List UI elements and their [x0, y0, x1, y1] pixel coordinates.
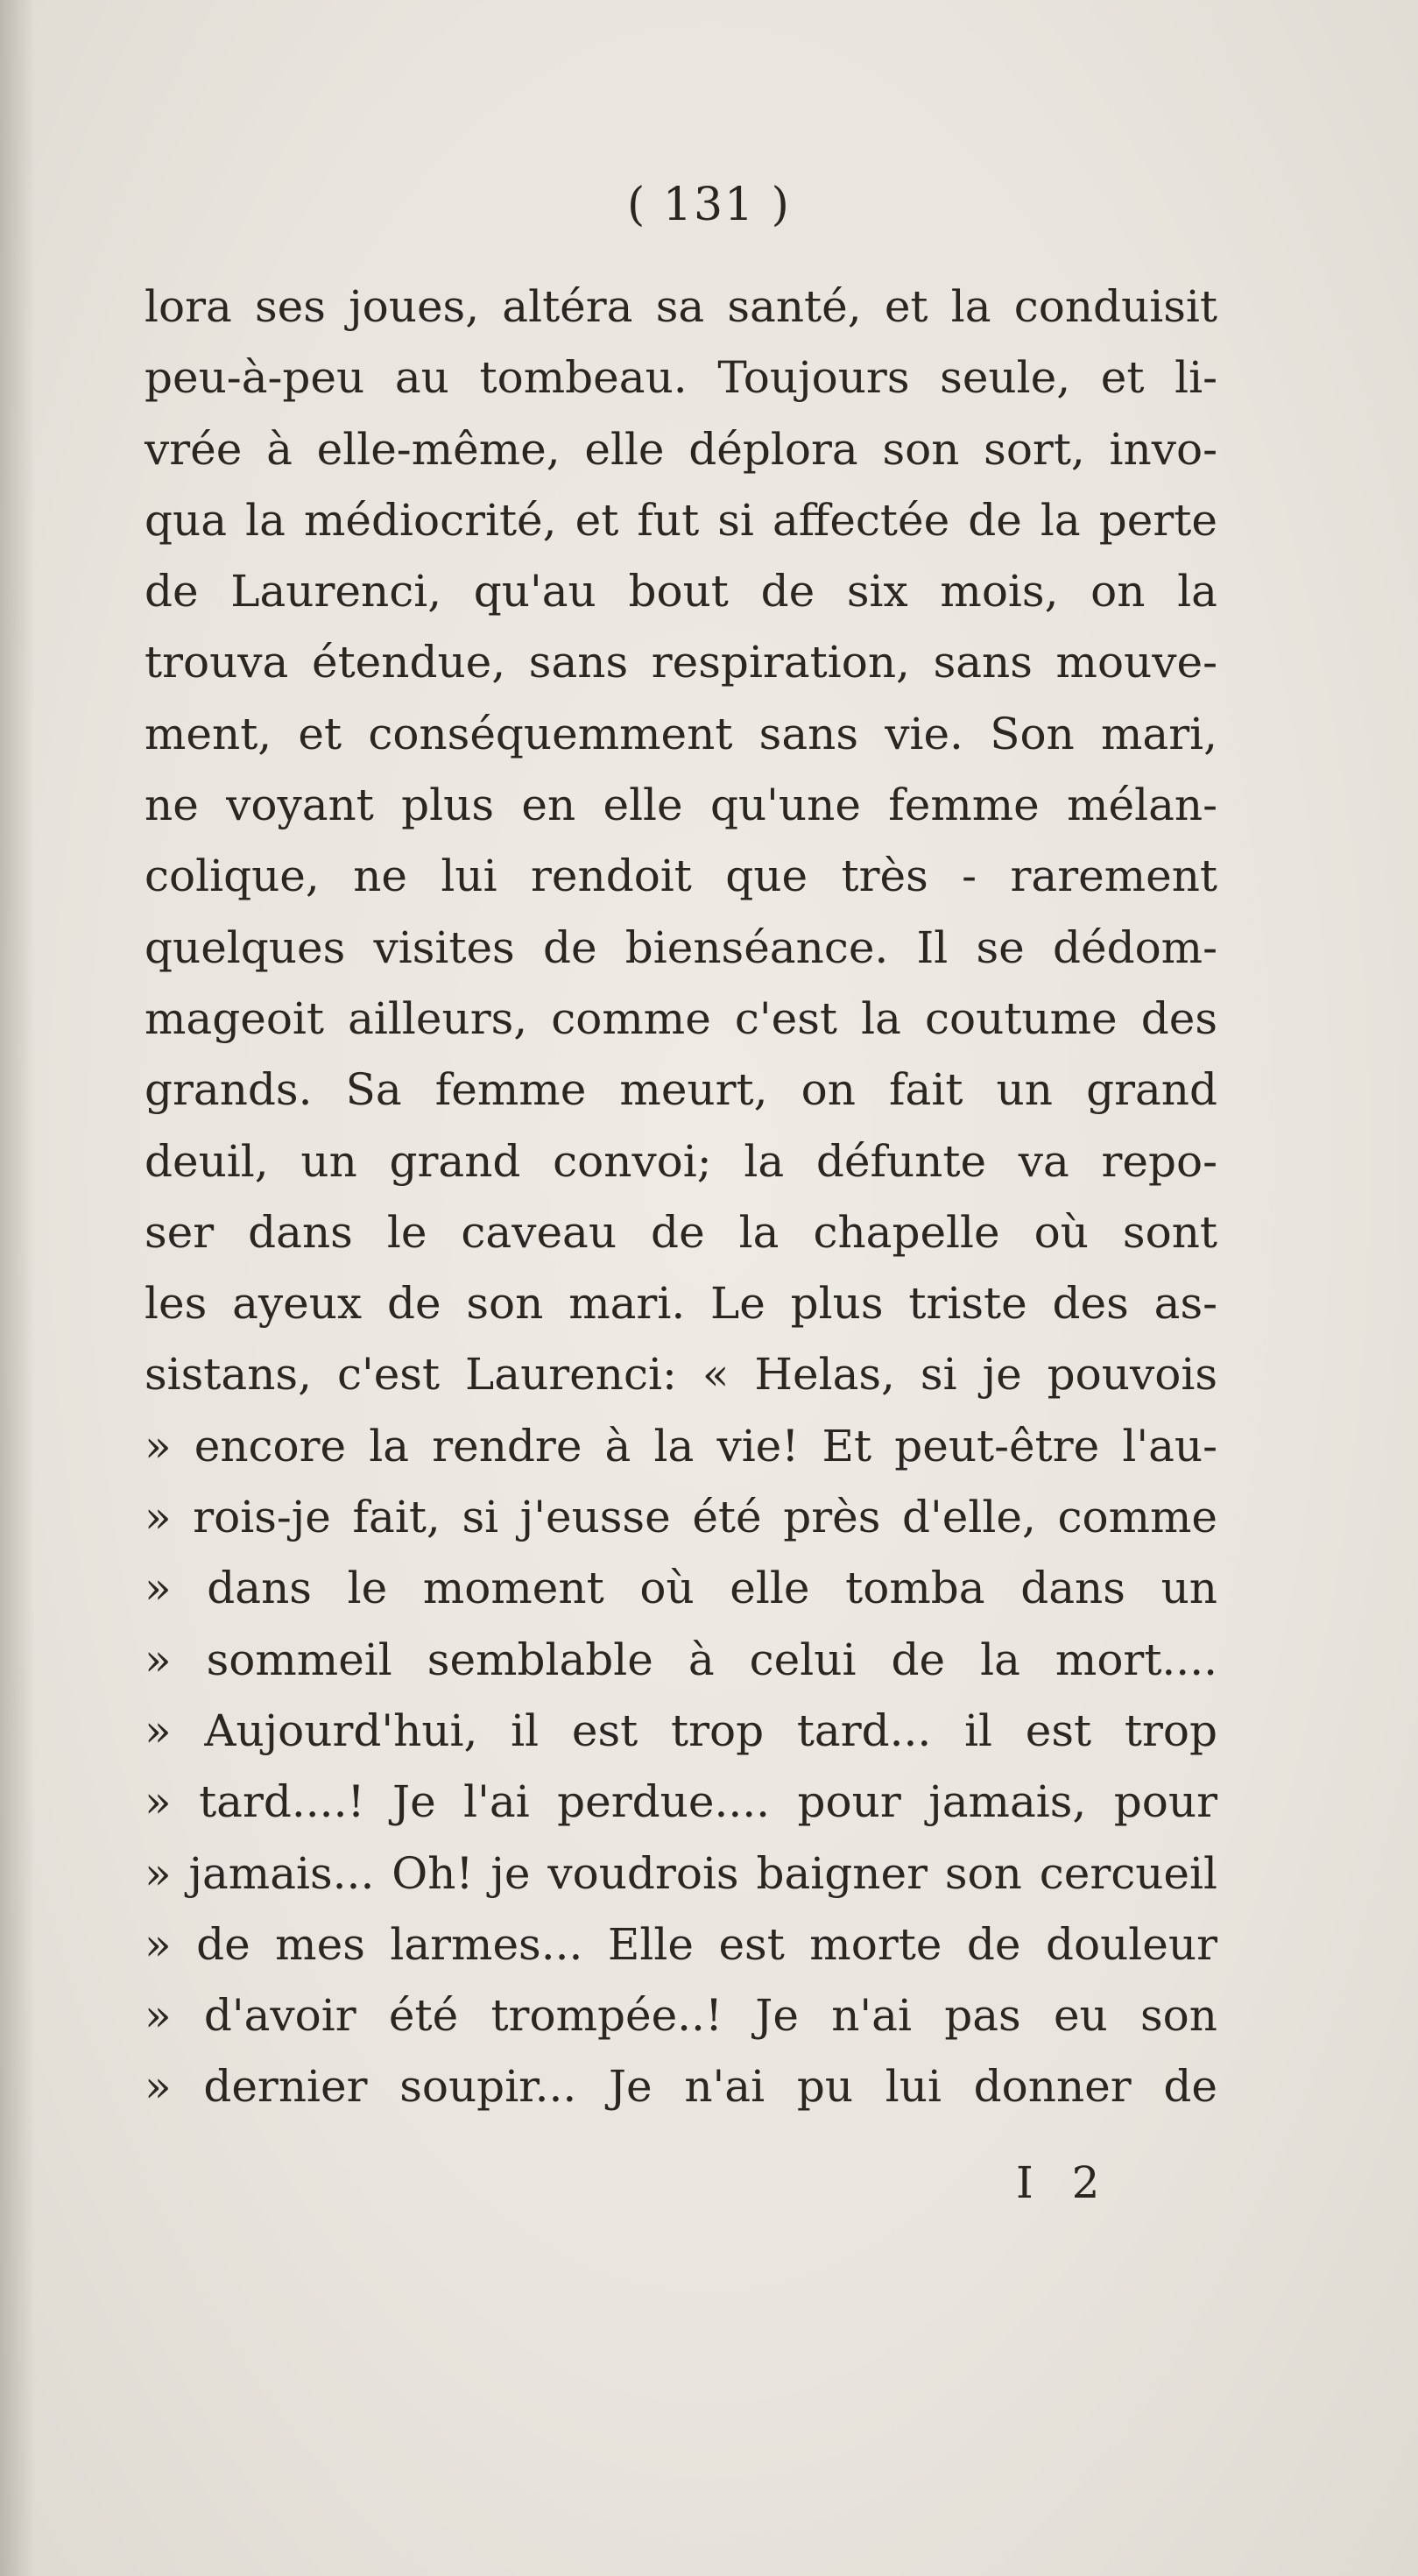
text-line: lora ses joues, altéra sa santé, et la conduisit	[145, 281, 1217, 332]
text-line: grands. Sa femme meurt, on fait un grand	[145, 1064, 1217, 1116]
text-line: de Laurenci, qu'au bout de six mois, on la	[145, 566, 1217, 618]
page-number: ( 131 )	[627, 179, 791, 231]
text-line: » Aujourd'hui, il est trop tard... il est trop	[145, 1704, 1217, 1756]
text-line: » d'avoir été trompée..! Je n'ai pas eu son	[145, 1990, 1217, 2042]
text-line: deuil, un grand convoi; la défunte va repo-	[145, 1135, 1217, 1187]
text-line: qua la médiocrité, et fut si affectée de la perte	[145, 494, 1217, 546]
text-line: mageoit ailleurs, comme c'est la coutume des	[145, 992, 1217, 1044]
text-line: colique, ne lui rendoit que très - rarement	[145, 850, 1217, 902]
text-line: ment, et conséquemment sans vie. Son mari,	[145, 708, 1217, 759]
text-line: les ayeux de son mari. Le plus triste des as-	[145, 1278, 1217, 1330]
text-line: » rois-je fait, si j'eusse été près d'elle, comme	[145, 1492, 1217, 1543]
text-line: » jamais... Oh! je voudrois baigner son cercueil	[145, 1847, 1217, 1899]
text-line: trouva étendue, sans respiration, sans mouve-	[145, 637, 1217, 688]
text-line: ser dans le caveau de la chapelle où sont	[145, 1206, 1217, 1258]
text-line: » dernier soupir... Je n'ai pu lui donner de	[145, 2061, 1217, 2113]
signature-mark: I 2	[1016, 2157, 1112, 2208]
text-line: vrée à elle-même, elle déplora son sort, invo-	[145, 423, 1217, 475]
text-line: peu-à-peu au tombeau. Toujours seule, et li-	[145, 352, 1217, 404]
text-line: » sommeil semblable à celui de la mort....	[145, 1634, 1217, 1685]
page-spine-shadow	[0, 0, 35, 2576]
text-line: quelques visites de bienséance. Il se dédom-	[145, 921, 1217, 973]
text-line: » tard....! Je l'ai perdue.... pour jamais, pour	[145, 1776, 1217, 1828]
text-line: » de mes larmes... Elle est morte de douleur	[145, 1918, 1217, 1970]
text-line: sistans, c'est Laurenci: « Helas, si je pouvois	[145, 1349, 1217, 1401]
text-line: ne voyant plus en elle qu'une femme mélan-	[145, 780, 1217, 831]
text-line: » dans le moment où elle tomba dans un	[145, 1563, 1217, 1614]
text-line: » encore la rendre à la vie! Et peut-être l'au-	[145, 1420, 1217, 1471]
body-text	[145, 272, 1217, 2123]
